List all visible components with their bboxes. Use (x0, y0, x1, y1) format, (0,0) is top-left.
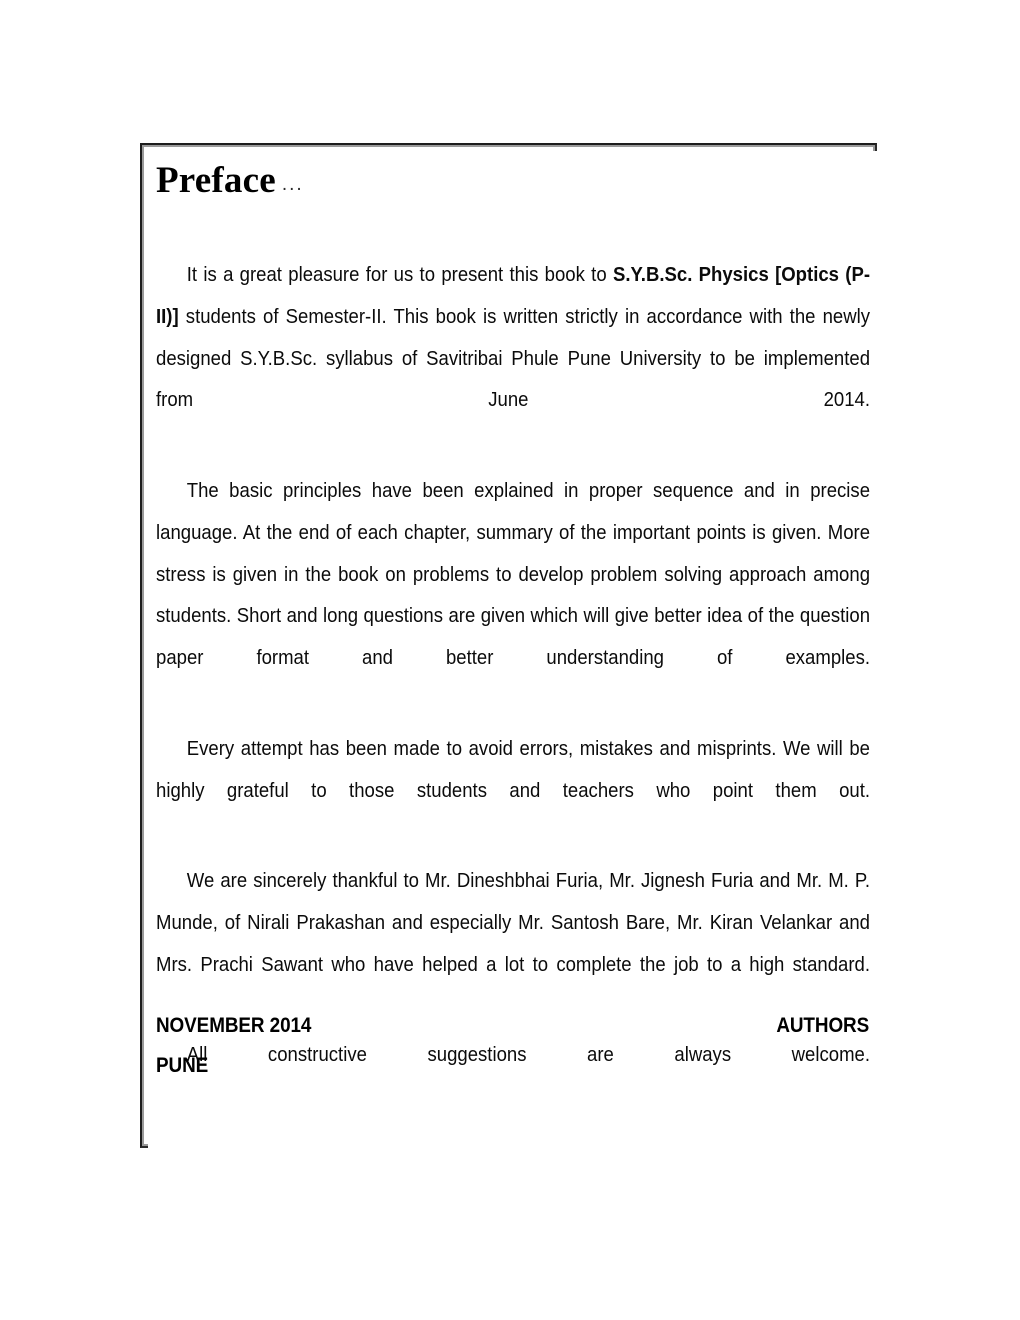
paragraph-errors: Every attempt has been made to avoid errors, mistakes and misprints. We will be highly grateful to those students and teachers who point them out. (156, 736, 871, 802)
paragraph-suggestions: All constructive suggestions are always welcome. (186, 1043, 871, 1067)
signature-row-date (156, 1006, 869, 1046)
paragraph-acknowledgements: We are sincerely thankful to Mr. Dineshbhai Furia, Mr. Jignesh Furia and Mr. M. P. Munde, of Nirali Prakashan and especially Mr. Santosh Bare, Mr. Kiran Velankar and Mrs. Prachi Sawant who have helped a lot to complete the job to a high standard. (156, 869, 871, 976)
paragraph-basic-principles: The basic principles have been explained in proper sequence and in precise language. At the end of each chapter, summary of the important points is given. More stress is given in the book on problems to develop problem solving approach among students. Short and long questions are given which will give better idea of the question paper format and better understanding of examples. (156, 478, 871, 670)
paragraph-intro-lead: It is a great pleasure for us to present this book to (186, 263, 613, 286)
signature-date: NOVEMBER 2014 (156, 1014, 312, 1037)
paragraph-intro-tail: students of Semester-II. This book is written strictly in accordance with the newly designed S.Y.B.Sc. syllabus of Savitribai Phule Pune University to be implemented from June 2014. (156, 304, 871, 412)
page-title-text: Preface (156, 160, 276, 201)
page-title (152, 151, 873, 207)
signature-block (156, 1006, 869, 1086)
paragraph-intro (156, 254, 870, 463)
signature-authors: AUTHORS (776, 1014, 869, 1037)
book-title-bold: S.Y.B.Sc. Physics [Optics (P-II)] (156, 263, 871, 328)
signature-row-city (156, 1046, 869, 1086)
signature-city: PUNE (156, 1054, 209, 1077)
preface-body (152, 254, 873, 1118)
page-border-inner (142, 145, 875, 1146)
page-title-ellipsis: ... (281, 174, 304, 195)
preface-content (148, 151, 877, 1148)
page-border-frame (140, 143, 877, 1148)
